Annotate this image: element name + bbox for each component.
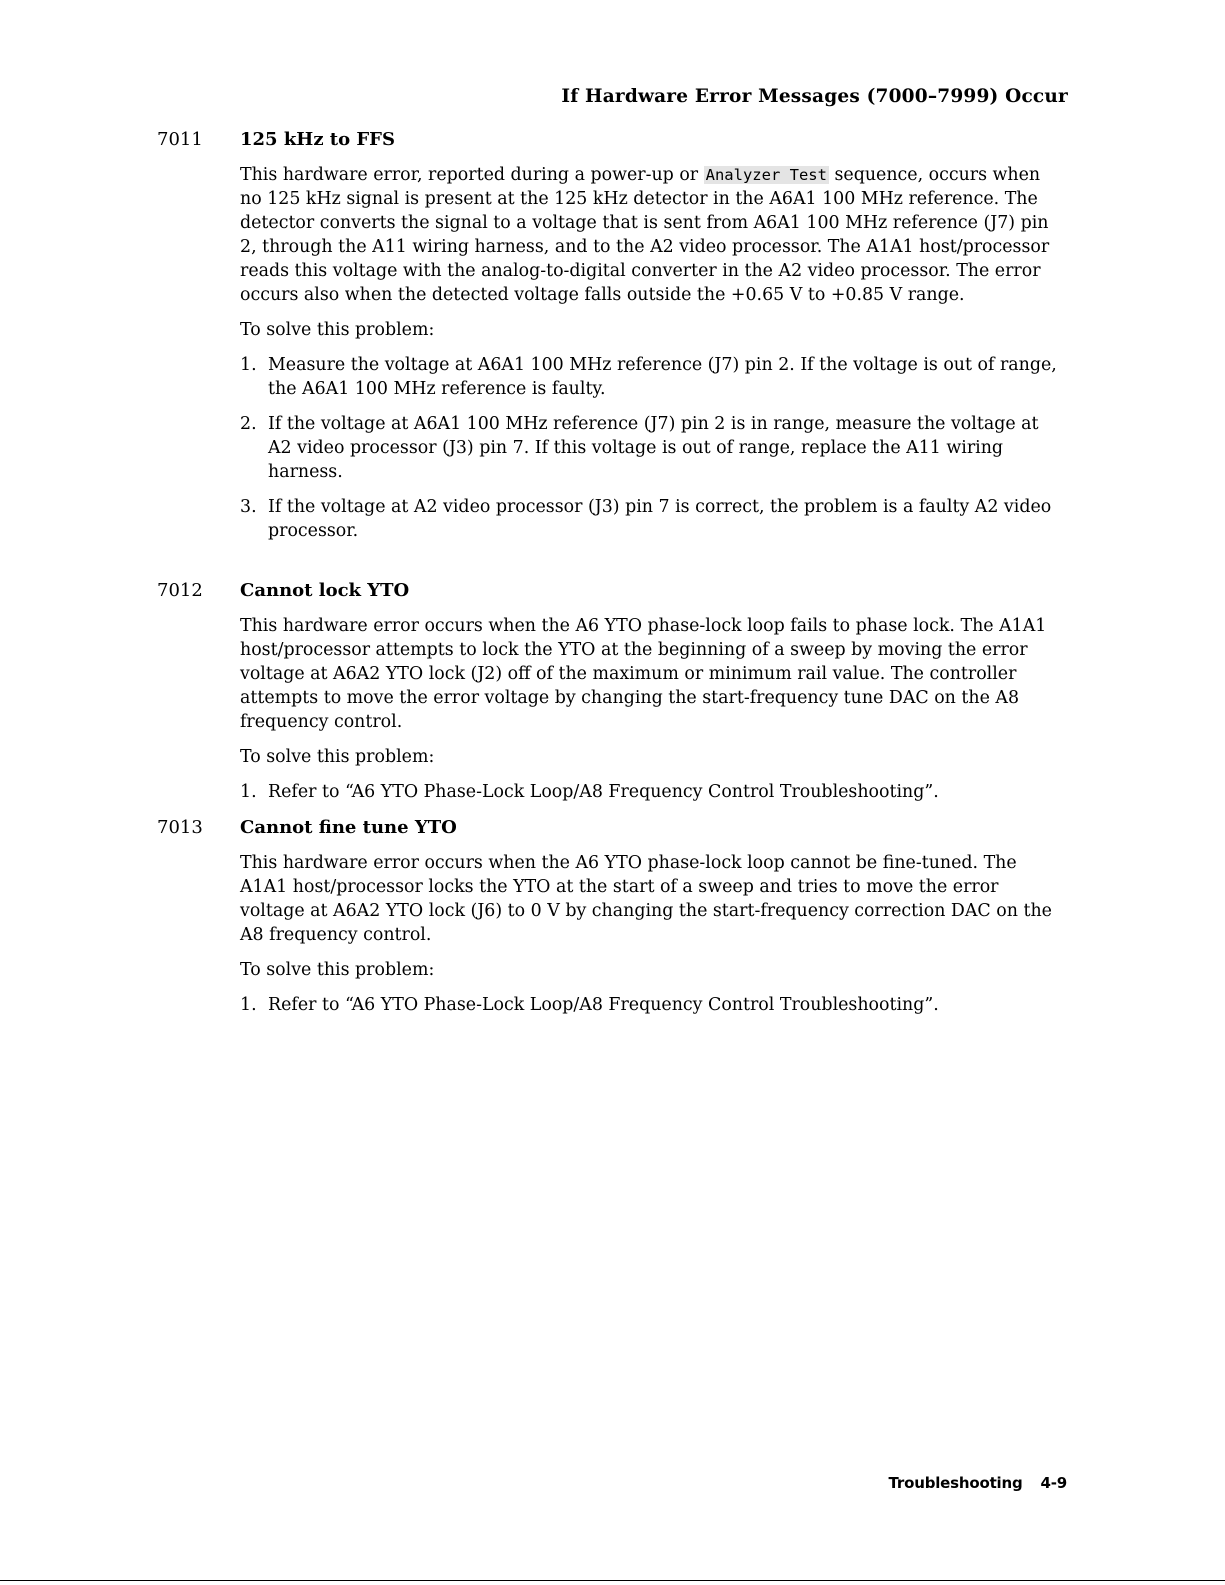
step-list bbox=[240, 353, 1060, 543]
step-number: 1. bbox=[240, 995, 257, 1015]
bottom-divider bbox=[0, 1580, 1225, 1581]
intro-paragraph: This hardware error occurs when the A6 YTO phase-lock loop cannot be fine-tuned. The A1A1 host/processor locks the YTO at the start of a sweep and tries to move the error voltage at A6A2 YTO lock (J6) to 0 V by changing the start-frequency correction DAC on the A8 frequency control. bbox=[240, 853, 1052, 945]
step-list bbox=[240, 993, 1060, 1017]
section-body bbox=[240, 614, 1060, 815]
solve-line: To solve this problem: bbox=[240, 960, 435, 980]
intro-paragraph: This hardware error occurs when the A6 YTO phase-lock loop fails to phase lock. The A1A1 host/processor attempts to lock the YTO at the beginning of a sweep by moving the error voltage at A6A2 YTO lock (J2) off of the maximum or minimum rail value. The controller attempts to move the error voltage by changing the start-frequency tune DAC on the A8 frequency control. bbox=[240, 616, 1047, 732]
error-code: 7013 bbox=[157, 817, 203, 838]
footer-section-name: Troubleshooting bbox=[888, 1474, 1023, 1492]
step-text: Refer to “A6 YTO Phase-Lock Loop/A8 Frequency Control Troubleshooting”. bbox=[268, 995, 939, 1015]
intro-paragraph bbox=[240, 163, 1060, 307]
step-number: 3. bbox=[240, 497, 257, 517]
list-item bbox=[240, 780, 1060, 804]
step-number: 1. bbox=[240, 782, 257, 802]
step-text: If the voltage at A2 video processor (J3) pin 7 is correct, the problem is a faulty A2 video processor. bbox=[268, 497, 1052, 541]
intro-text-end: sequence, occurs when no 125 kHz signal is present at the 125 kHz detector in the A6A1 100 MHz reference. The detector converts the signal to a voltage that is sent from A6A1 100 MHz reference (J7) pin 2, through the A11 wiring harness, and to the A2 video processor. The A1A1 host/processor reads this voltage with the analog-to-digital converter in the A2 video processor. The error occurs also when the detected voltage falls outside the +0.65 V to +0.85 V range. bbox=[240, 165, 1050, 305]
intro-text-start: This hardware error, reported during a power-up or bbox=[240, 165, 704, 185]
step-text: If the voltage at A6A1 100 MHz reference (J7) pin 2 is in range, measure the voltage at A2 video processor (J3) pin 7. If this voltage is out of range, replace the A11 wiring harness. bbox=[268, 414, 1039, 482]
step-number: 2. bbox=[240, 414, 257, 434]
page-number: 4-9 bbox=[1040, 1474, 1067, 1492]
section-heading: Cannot lock YTO bbox=[240, 580, 410, 601]
step-number: 1. bbox=[240, 355, 257, 375]
analyzer-test-softkey: Analyzer Test bbox=[705, 166, 827, 184]
error-code: 7012 bbox=[157, 580, 203, 601]
list-item bbox=[240, 412, 1060, 484]
page-footer bbox=[889, 1474, 1067, 1492]
step-text: Measure the voltage at A6A1 100 MHz reference (J7) pin 2. If the voltage is out of range, the A6A1 100 MHz reference is faulty. bbox=[268, 355, 1057, 399]
section-heading: 125 kHz to FFS bbox=[240, 129, 395, 150]
step-list bbox=[240, 780, 1060, 804]
list-item bbox=[240, 353, 1060, 401]
list-item bbox=[240, 993, 1060, 1017]
section-body bbox=[240, 851, 1060, 1028]
solve-line: To solve this problem: bbox=[240, 320, 435, 340]
step-text: Refer to “A6 YTO Phase-Lock Loop/A8 Frequency Control Troubleshooting”. bbox=[268, 782, 939, 802]
list-item bbox=[240, 495, 1060, 543]
error-code: 7011 bbox=[157, 129, 203, 150]
section-heading: Cannot fine tune YTO bbox=[240, 817, 457, 838]
section-body bbox=[240, 163, 1060, 554]
running-head: If Hardware Error Messages (7000–7999) Occur bbox=[561, 86, 1068, 107]
solve-line: To solve this problem: bbox=[240, 747, 435, 767]
